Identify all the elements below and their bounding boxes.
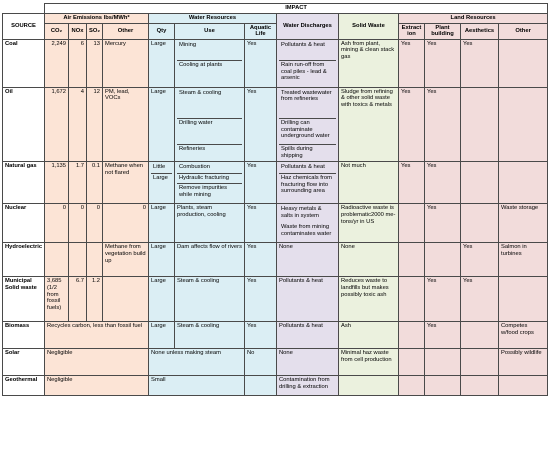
use-cell xyxy=(175,39,245,87)
qty-item: Large xyxy=(153,174,168,181)
land-resources-header: Land Resources xyxy=(399,14,548,24)
nox-cell: 6 xyxy=(69,39,87,87)
aquatic-cell: Yes xyxy=(245,162,277,204)
air-emissions-cell: Negligible xyxy=(45,349,149,376)
land-other-cell xyxy=(499,87,548,162)
source-cell: Natural gas xyxy=(3,162,45,204)
table-row-biomass xyxy=(3,322,548,349)
discharge-item: Drilling can contaminate underground water xyxy=(279,119,336,145)
land-other-cell: Competes w/food crops xyxy=(499,322,548,349)
qty-header: Qty xyxy=(149,23,175,39)
plant-building-cell: Yes xyxy=(425,322,461,349)
plant-building-cell xyxy=(425,376,461,396)
land-other-header: Other xyxy=(499,23,548,39)
discharge-item: Treated wastewater from refineries xyxy=(279,89,336,119)
source-cell: Hydroelectric xyxy=(3,243,45,277)
solid-waste-cell: Ash xyxy=(339,322,399,349)
co2-cell: 0 xyxy=(45,204,69,243)
solid-waste-cell: Ash from plant, mining & clean stack gas xyxy=(339,39,399,87)
air-emissions-cell: Recycles carbon, less than fossil fuel xyxy=(45,322,149,349)
land-other-cell: Possibly wildlife xyxy=(499,349,548,376)
plant-building-cell: Yes xyxy=(425,204,461,243)
use-item: Refineries xyxy=(179,146,206,153)
plant-building-cell: Yes xyxy=(425,87,461,162)
nox-cell: 4 xyxy=(69,87,87,162)
extraction-cell xyxy=(399,349,425,376)
co2-cell xyxy=(45,243,69,277)
plant-building-cell xyxy=(425,243,461,277)
plant-building-cell: Yes xyxy=(425,277,461,322)
so2-cell: 13 xyxy=(87,39,103,87)
so2-cell xyxy=(87,243,103,277)
subheader-row xyxy=(3,23,548,39)
aesthetics-header: Aesthetics xyxy=(461,23,499,39)
nox-cell: 1.7 xyxy=(69,162,87,204)
land-other-cell xyxy=(499,162,548,204)
aquatic-life-header: Aquatic Life xyxy=(245,23,277,39)
source-cell: Municipal Solid waste xyxy=(3,277,45,322)
so2-cell: 0.1 xyxy=(87,162,103,204)
category-header-row xyxy=(3,14,548,24)
aquatic-cell: Yes xyxy=(245,204,277,243)
land-other-cell: Waste storage xyxy=(499,204,548,243)
discharge-item: Spills during shipping xyxy=(281,146,313,159)
extraction-cell xyxy=(399,204,425,243)
use-item: Mining xyxy=(177,41,242,61)
blank-corner xyxy=(3,4,45,14)
discharge-item: Haz chemicals from fracturing flow into surrounding area xyxy=(281,174,332,195)
table-row-oil xyxy=(3,87,548,162)
solid-waste-cell: None xyxy=(339,243,399,277)
land-other-cell xyxy=(499,39,548,87)
aesthetics-cell xyxy=(461,349,499,376)
air-emissions-header: Air Emissions lbs/MWh* xyxy=(45,14,149,24)
nox-header: NOx xyxy=(69,23,87,39)
plant-building-cell xyxy=(425,349,461,376)
plant-building-cell: Yes xyxy=(425,162,461,204)
qty-item: Little xyxy=(151,163,172,173)
table-row-nuclear xyxy=(3,204,548,243)
source-cell: Geothermal xyxy=(3,376,45,396)
extraction-cell: Yes xyxy=(399,87,425,162)
impact-title: IMPACT xyxy=(45,4,548,14)
co2-cell: 3,685 (1/2 from fossil fuels) xyxy=(45,277,69,322)
extraction-cell: Yes xyxy=(399,39,425,87)
impact-table-container xyxy=(2,3,548,396)
discharge-cell: Pollutants & heat xyxy=(277,322,339,349)
solid-waste-cell xyxy=(339,376,399,396)
use-item: Hydraulic fracturing xyxy=(177,173,242,183)
table-row-municipal-solid-waste xyxy=(3,277,548,322)
qty-cell: Large xyxy=(149,204,175,243)
so2-header: SO₂ xyxy=(87,23,103,39)
source-cell: Nuclear xyxy=(3,204,45,243)
solid-waste-cell: Not much xyxy=(339,162,399,204)
aquatic-cell: No xyxy=(245,349,277,376)
air-emissions-cell: Negligible xyxy=(45,376,149,396)
qty-cell: Large xyxy=(149,39,175,87)
aquatic-cell: Yes xyxy=(245,322,277,349)
use-item: Drilling water xyxy=(177,119,242,145)
impact-header-row xyxy=(3,4,548,14)
so2-cell: 12 xyxy=(87,87,103,162)
discharge-item: Rain run-off from coal piles - lead & arsenic xyxy=(281,62,327,82)
air-other-cell xyxy=(103,277,149,322)
air-other-header: Other xyxy=(103,23,149,39)
water-discharges-header: Water Discharges xyxy=(277,14,339,40)
aesthetics-cell: Yes xyxy=(461,277,499,322)
use-item: Steam & cooling xyxy=(177,89,242,119)
use-cell: Steam & cooling xyxy=(175,322,245,349)
aesthetics-cell: Yes xyxy=(461,243,499,277)
use-header: Use xyxy=(175,23,245,39)
co2-header: CO₂ xyxy=(45,23,69,39)
use-cell: Plants, steam production, cooling xyxy=(175,204,245,243)
discharge-cell: None xyxy=(277,349,339,376)
source-header: SOURCE xyxy=(3,14,45,40)
co2-cell: 2,249 xyxy=(45,39,69,87)
nox-cell: 0 xyxy=(69,204,87,243)
discharge-cell: Pollutants & heat xyxy=(277,277,339,322)
aquatic-cell: Yes xyxy=(245,39,277,87)
qty-cell: Large xyxy=(149,277,175,322)
table-row-hydroelectric xyxy=(3,243,548,277)
qty-cell: Large xyxy=(149,243,175,277)
extraction-cell: Yes xyxy=(399,162,425,204)
air-other-cell: Methane from vegetation build up xyxy=(103,243,149,277)
solid-waste-header: Solid Waste xyxy=(339,14,399,40)
use-cell xyxy=(175,162,245,204)
air-other-cell: Methane when not flared xyxy=(103,162,149,204)
aesthetics-cell xyxy=(461,87,499,162)
energy-impact-table xyxy=(2,3,548,396)
table-row-coal xyxy=(3,39,548,87)
extraction-cell xyxy=(399,376,425,396)
discharge-item: Heavy metals & salts in system xyxy=(281,206,322,220)
discharge-item: Pollutants & heat xyxy=(279,41,336,61)
discharge-cell: None xyxy=(277,243,339,277)
use-cell: Dam affects flow of rivers xyxy=(175,243,245,277)
table-row-natural-gas xyxy=(3,162,548,204)
extraction-cell xyxy=(399,322,425,349)
so2-cell: 0 xyxy=(87,204,103,243)
land-other-cell xyxy=(499,376,548,396)
extraction-cell xyxy=(399,277,425,322)
air-other-cell: 0 xyxy=(103,204,149,243)
aesthetics-cell xyxy=(461,322,499,349)
extraction-cell xyxy=(399,243,425,277)
aesthetics-cell xyxy=(461,162,499,204)
land-other-cell: Salmon in turbines xyxy=(499,243,548,277)
aquatic-cell: Yes xyxy=(245,277,277,322)
air-other-cell: Mercury xyxy=(103,39,149,87)
aesthetics-cell xyxy=(461,376,499,396)
discharge-cell: Contamination from drilling & extraction xyxy=(277,376,339,396)
table-row-solar xyxy=(3,349,548,376)
source-cell: Oil xyxy=(3,87,45,162)
solid-waste-cell: Minimal haz waste from cell production xyxy=(339,349,399,376)
land-other-cell xyxy=(499,277,548,322)
aquatic-cell: Yes xyxy=(245,87,277,162)
discharge-cell xyxy=(277,39,339,87)
aesthetics-cell xyxy=(461,204,499,243)
solid-waste-cell: Sludge from refining & other solid waste with toxics & metals xyxy=(339,87,399,162)
co2-cell: 1,672 xyxy=(45,87,69,162)
plant-building-header: Plant building xyxy=(425,23,461,39)
aesthetics-cell: Yes xyxy=(461,39,499,87)
source-cell: Coal xyxy=(3,39,45,87)
water-resources-header: Water Resources xyxy=(149,14,277,24)
use-item: Remove impurities while mining xyxy=(179,184,227,198)
discharge-cell xyxy=(277,162,339,204)
solid-waste-cell: Radioactive waste is problematic2000 me-tons/yr in US xyxy=(339,204,399,243)
qty-cell xyxy=(149,162,175,204)
aquatic-cell: Yes xyxy=(245,243,277,277)
discharge-cell xyxy=(277,204,339,243)
water-use-cell: Small xyxy=(149,376,245,396)
use-cell xyxy=(175,87,245,162)
extraction-header: Extract ion xyxy=(399,23,425,39)
source-cell: Biomass xyxy=(3,322,45,349)
co2-cell: 1,135 xyxy=(45,162,69,204)
air-other-cell: PM, lead, VOCs xyxy=(103,87,149,162)
nox-cell: 6.7 xyxy=(69,277,87,322)
use-item: Cooling at plants xyxy=(179,62,223,69)
water-use-cell: None unless making steam xyxy=(149,349,245,376)
discharge-cell xyxy=(277,87,339,162)
discharge-item: Pollutants & heat xyxy=(279,163,336,173)
solid-waste-cell: Reduces waste to landfills but makes possibly toxic ash xyxy=(339,277,399,322)
nox-cell xyxy=(69,243,87,277)
so2-cell: 1.2 xyxy=(87,277,103,322)
use-item: Combustion xyxy=(177,163,242,173)
aquatic-cell xyxy=(245,376,277,396)
use-cell: Steam & cooling xyxy=(175,277,245,322)
qty-cell: Large xyxy=(149,87,175,162)
table-row-geothermal xyxy=(3,376,548,396)
plant-building-cell: Yes xyxy=(425,39,461,87)
source-cell: Solar xyxy=(3,349,45,376)
qty-cell: Large xyxy=(149,322,175,349)
discharge-item: Waste from mining contaminates water xyxy=(281,224,332,238)
